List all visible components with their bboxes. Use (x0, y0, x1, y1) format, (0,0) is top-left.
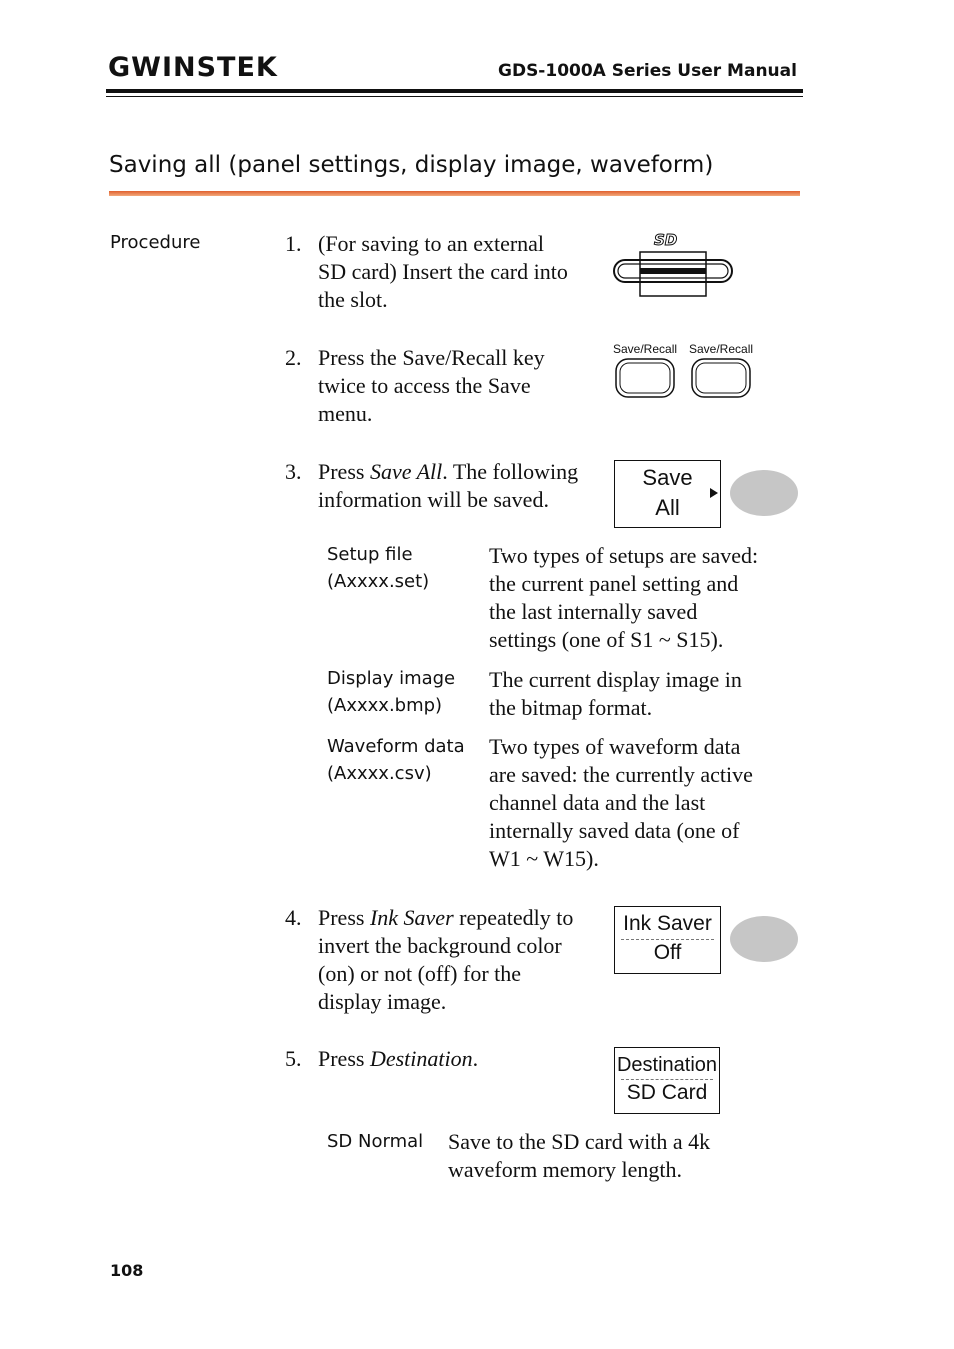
step-4-text: Press Ink Saver repeatedly to invert the background color (on) or not (off) for the display image. (318, 905, 574, 1014)
display-image-desc: The current display image in the bitmap format. (489, 667, 742, 720)
svg-text:SD: SD (654, 231, 678, 249)
save-all-bezel-button[interactable] (730, 470, 798, 516)
step-2-text: Press the Save/Recall key twice to access the Save menu. (318, 345, 545, 426)
waveform-data-term: Waveform data (Axxxx.csv) (327, 736, 465, 784)
save-recall-label-2: Save/Recall (689, 342, 754, 356)
destination-softkey[interactable]: Destination SD Card (614, 1047, 720, 1114)
step-3-text: Press Save All. The following information will be saved. (318, 459, 579, 512)
setup-file-desc: Two types of setups are saved: the current panel setting and the last internally saved settings (one of S1 ~ S15). (489, 543, 759, 652)
section-title: Saving all (panel settings, display image, waveform) (109, 152, 714, 178)
save-recall-label-1: Save/Recall (613, 342, 678, 356)
step-5-text: Press Destination. (318, 1046, 479, 1071)
header-rule (106, 89, 803, 93)
display-image-term: Display image (Axxxx.bmp) (327, 668, 456, 716)
ink-saver-bezel-button[interactable] (730, 916, 798, 962)
waveform-data-desc: Two types of waveform data are saved: the currently active channel data and the last internally saved data (one of W1 ~ W15). (489, 734, 753, 871)
page-number: 108 (110, 1261, 144, 1280)
sd-normal-term: SD Normal (327, 1131, 424, 1152)
step-5-number: 5. (285, 1046, 302, 1071)
procedure-label: Procedure (110, 232, 201, 253)
sd-card-slot-icon (610, 230, 736, 300)
save-recall-key-1[interactable] (614, 357, 678, 404)
save-all-softkey[interactable]: Save All (614, 460, 721, 528)
step-1-number: 1. (285, 231, 302, 256)
header-rule-thin (106, 96, 803, 97)
selected-arrow-icon (710, 488, 718, 498)
ink-saver-softkey[interactable]: Ink Saver Off (614, 906, 721, 974)
step-3-number: 3. (285, 459, 302, 484)
save-recall-key-2[interactable] (690, 357, 754, 404)
brand-logo: GWINSTEK (108, 52, 278, 83)
step-4-number: 4. (285, 905, 302, 930)
sd-normal-desc: Save to the SD card with a 4k waveform memory length. (448, 1129, 711, 1182)
manual-title: GDS-1000A Series User Manual (498, 61, 797, 81)
step-1-text: (For saving to an external SD card) Insert the card into the slot. (318, 231, 568, 312)
step-2-number: 2. (285, 345, 302, 370)
section-underline (109, 191, 800, 196)
setup-file-term: Setup file (Axxxx.set) (327, 544, 430, 592)
